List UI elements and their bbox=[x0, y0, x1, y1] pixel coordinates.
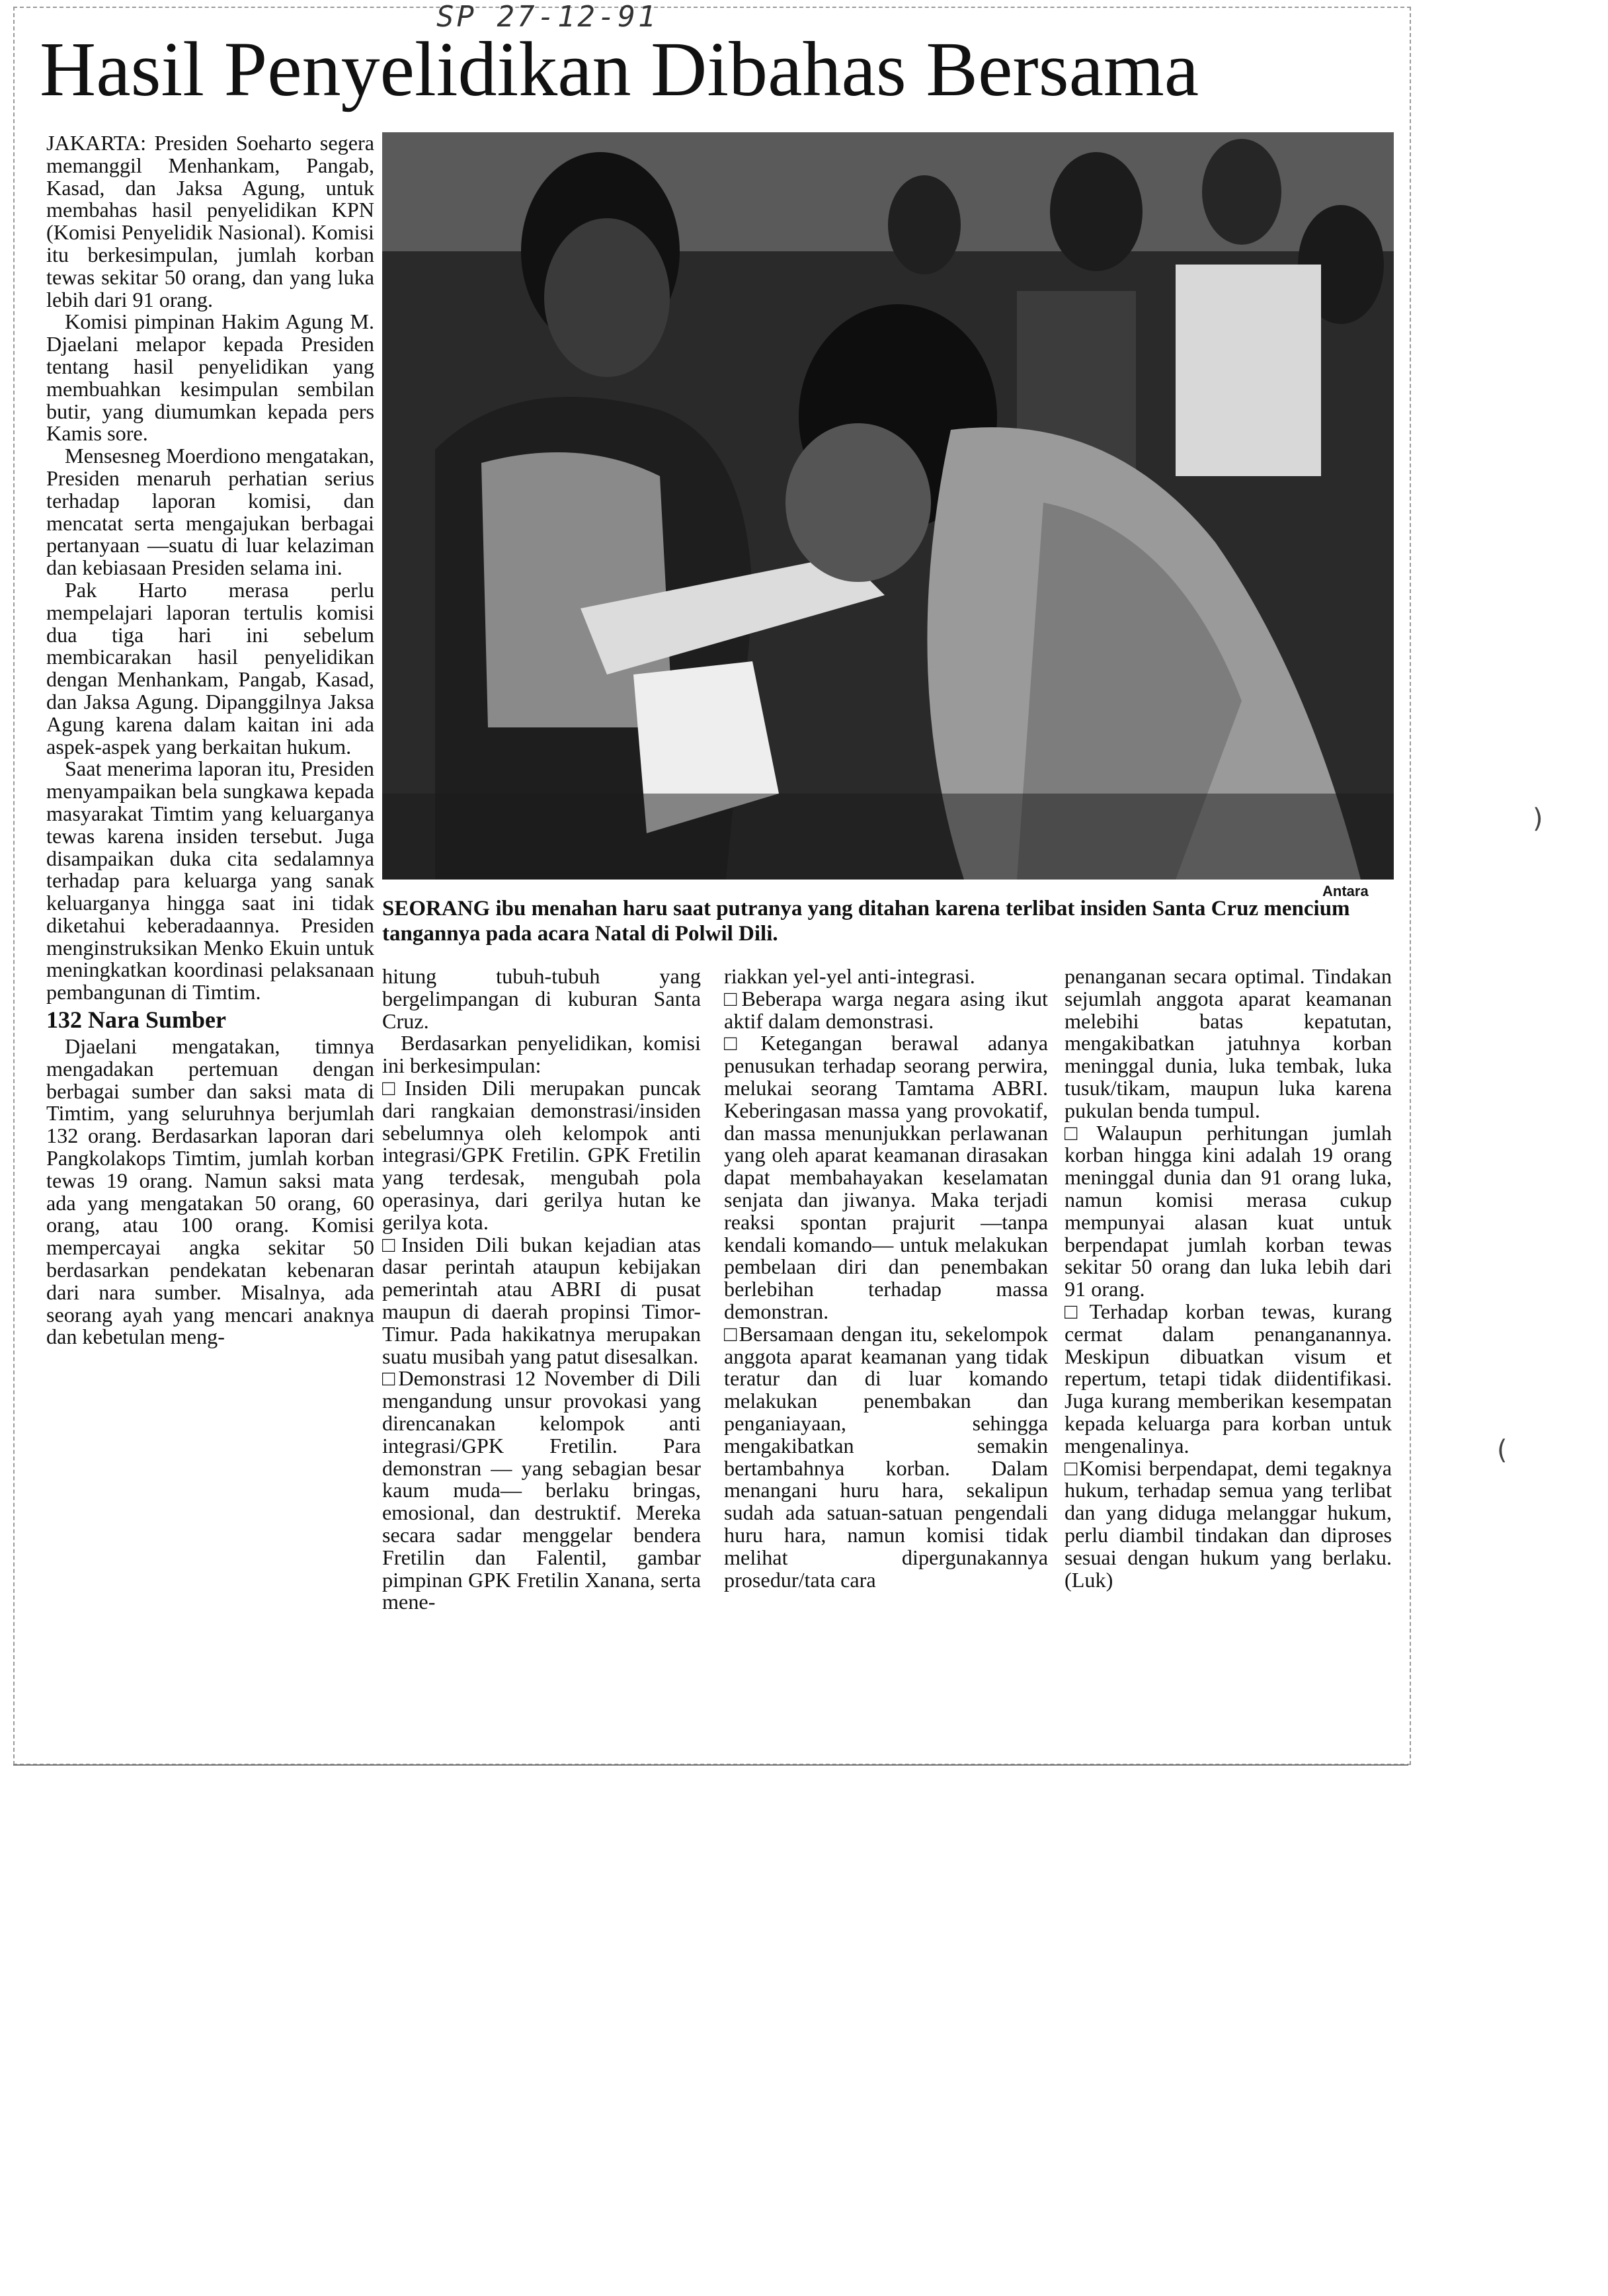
list-item: □ Demonstrasi 12 November di Dili mengandung unsur provokasi yang direncanakan kelompok anti integrasi/GPK Fretilin. Para demonstran — yang sebagian besar kaum muda— berlaku bringas, emosional, dan destruktif. Mereka secara sadar menggelar bendera Fretilin dan Falentil, gambar pimpinan GPK Fretilin Xanana, serta mene- bbox=[382, 1368, 701, 1614]
paragraph: Pak Harto merasa perlu mempelajari laporan tertulis komisi dua tiga hari ini sebelum membicarakan hasil penyelidikan dengan Menhankam, Pangab, Kasad, dan Jaksa Agung. Dipanggilnya Jaksa Agung karena dalam kaitan ini ada aspek-aspek yang berkaitan hukum. bbox=[46, 577, 374, 758]
news-photo bbox=[382, 132, 1394, 880]
article-column-2 bbox=[382, 965, 701, 1614]
article-column-1 bbox=[46, 132, 374, 1348]
article-column-3 bbox=[724, 965, 1048, 1591]
photo-illustration bbox=[382, 132, 1394, 880]
list-item: □ Bersamaan dengan itu, sekelompok anggota aparat keamanan yang tidak teratur dan di luar komando melakukan penembakan dan penganiayaan, sehingga mengakibatkan semakin bertambahnya korban. Dalam menangani huru hara, sekalipun sudah ada satuan-satuan pengendali huru hara, namun komisi tidak melihat dipergunakannya prosedur/tata cara bbox=[724, 1323, 1048, 1592]
article-column-4 bbox=[1065, 965, 1392, 1591]
paragraph: JAKARTA: Presiden Soeharto segera memanggil Menhankam, Pangab, Kasad, dan Jaksa Agung, untuk membahas hasil penyelidikan KPN (Komisi Penyelidik Nasional). Komisi itu berkesimpulan, jumlah korban tewas sekitar 50 orang, dan yang luka lebih dari 91 orang. bbox=[46, 131, 374, 311]
paragraph: Saat menerima laporan itu, Presiden menyampaikan bela sungkawa kepada masyarakat Timtim yang keluarganya tewas karena insiden tersebut. Juga disampaikan duka cita sedalamnya terhadap para keluarga yang sanak keluarganya hingga saat ini tidak diketahui keberadaannya. Presiden menginstruksikan Menko Ekuin untuk meningkatkan koordinasi pelaksanaan pembangunan di Timtim. bbox=[46, 757, 374, 1004]
paragraph: Mensesneg Moerdiono mengatakan, Presiden menaruh perhatian serius terhadap laporan komisi, dan mencatat serta mengajukan berbagai pertanyaan —suatu di luar kelaziman dan kebiasaan Presiden selama ini. bbox=[46, 444, 374, 580]
headline: Hasil Penyelidikan Dibahas Bersama bbox=[40, 26, 1199, 112]
paragraph: penanganan secara optimal. Tindakan sejumlah anggota aparat keamanan melebihi batas kepatutan, mengakibatkan jatuhnya korban meninggal dunia, luka tembak, luka tusuk/tikam, maupun luka karena pukulan benda tumpul. bbox=[1065, 964, 1392, 1122]
handwritten-date: SP 27-12-91 bbox=[436, 0, 659, 34]
list-item: □ Insiden Dili merupakan puncak dari rangkaian demonstrasi/insiden sebelumnya oleh kelompok anti integrasi/GPK Fretilin. GPK Fretilin yang terdesak, mengubah pola operasinya, dari gerilya hutan ke gerilya kota. bbox=[382, 1077, 701, 1234]
subheading: 132 Nara Sumber bbox=[46, 1006, 226, 1034]
clipping-bottom-edge bbox=[13, 1764, 1408, 1766]
photo-credit: Antara bbox=[1322, 883, 1369, 899]
paragraph: Berdasarkan penyelidikan, komisi ini berkesimpulan: bbox=[382, 1031, 701, 1078]
margin-mark: ( bbox=[1497, 1435, 1508, 1465]
margin-mark: ) bbox=[1533, 803, 1543, 834]
list-item: □ Terhadap korban tewas, kurang cermat dalam penanganannya. Meskipun dibuatkan visum et repertum, tetapi tidak diidentifikasi. Juga kurang memberikan kesempatan kepada keluarga para korban untuk mengenalinya. bbox=[1065, 1301, 1392, 1457]
list-item: □ Beberapa warga negara asing ikut aktif dalam demonstrasi. bbox=[724, 988, 1048, 1033]
list-item: □ Ketegangan berawal adanya penusukan terhadap seorang perwira, melukai seorang Tamtama ABRI. Keberingasan massa yang provokatif, dan massa menunjukkan perlawanan yang oleh aparat keamanan dirasakan dapat membahayakan keselamatan senjata dan jiwanya. Maka terjadi reaksi spontan prajurit —tanpa kendali komando— untuk melakukan pembelaan diri dan penembakan berlebihan terhadap massa demonstran. bbox=[724, 1032, 1048, 1323]
list-item: □ Walaupun perhitungan jumlah korban hingga kini adalah 19 orang meninggal dunia dan 91 orang luka, namun komisi merasa cukup mempunyai alasan kuat untuk berpendapat jumlah korban tewas sekitar 50 orang dan luka lebih dari 91 orang. bbox=[1065, 1122, 1392, 1301]
paragraph: riakkan yel-yel anti-integrasi. bbox=[724, 964, 975, 988]
photo-caption: SEORANG ibu menahan haru saat putranya yang ditahan karena terlibat insiden Santa Cruz mencium tangannya pada acara Natal di Polwil Dili. bbox=[382, 897, 1350, 946]
list-item: □ Komisi berpendapat, demi tegaknya hukum, terhadap semua yang terlibat dan yang diduga melanggar hukum, perlu diambil tindakan dan diproses sesuai dengan hukum yang berlaku. (Luk) bbox=[1065, 1457, 1392, 1592]
paragraph: hitung tubuh-tubuh yang bergelimpangan di kuburan Santa Cruz. bbox=[382, 964, 701, 1033]
paragraph: Komisi pimpinan Hakim Agung M. Djaelani melapor kepada Presiden tentang hasil penyelidikan yang membuahkan kesimpulan sembilan butir, yang diumumkan kepada pers Kamis sore. bbox=[46, 309, 374, 446]
list-item: □ Insiden Dili bukan kejadian atas dasar perintah ataupun kebijakan pemerintah atau ABRI di pusat maupun di daerah propinsi Timor-Timur. Pada hakikatnya merupakan suatu musibah yang patut disesalkan. bbox=[382, 1234, 701, 1368]
paragraph: Djaelani mengatakan, timnya mengadakan pertemuan dengan berbagai sumber dan saksi mata di Timtim, yang seluruhnya berjumlah 132 orang. Berdasarkan laporan dari Pangkolakops Timtim, jumlah korban tewas 19 orang. Namun saksi mata ada yang mengatakan 50 orang, 60 orang, atau 100 orang. Komisi mempercayai angka sekitar 50 berdasarkan pendekatan kebenaran dari nara sumber. Misalnya, ada seorang ayah yang mencari anaknya dan kebetulan meng- bbox=[46, 1034, 374, 1349]
